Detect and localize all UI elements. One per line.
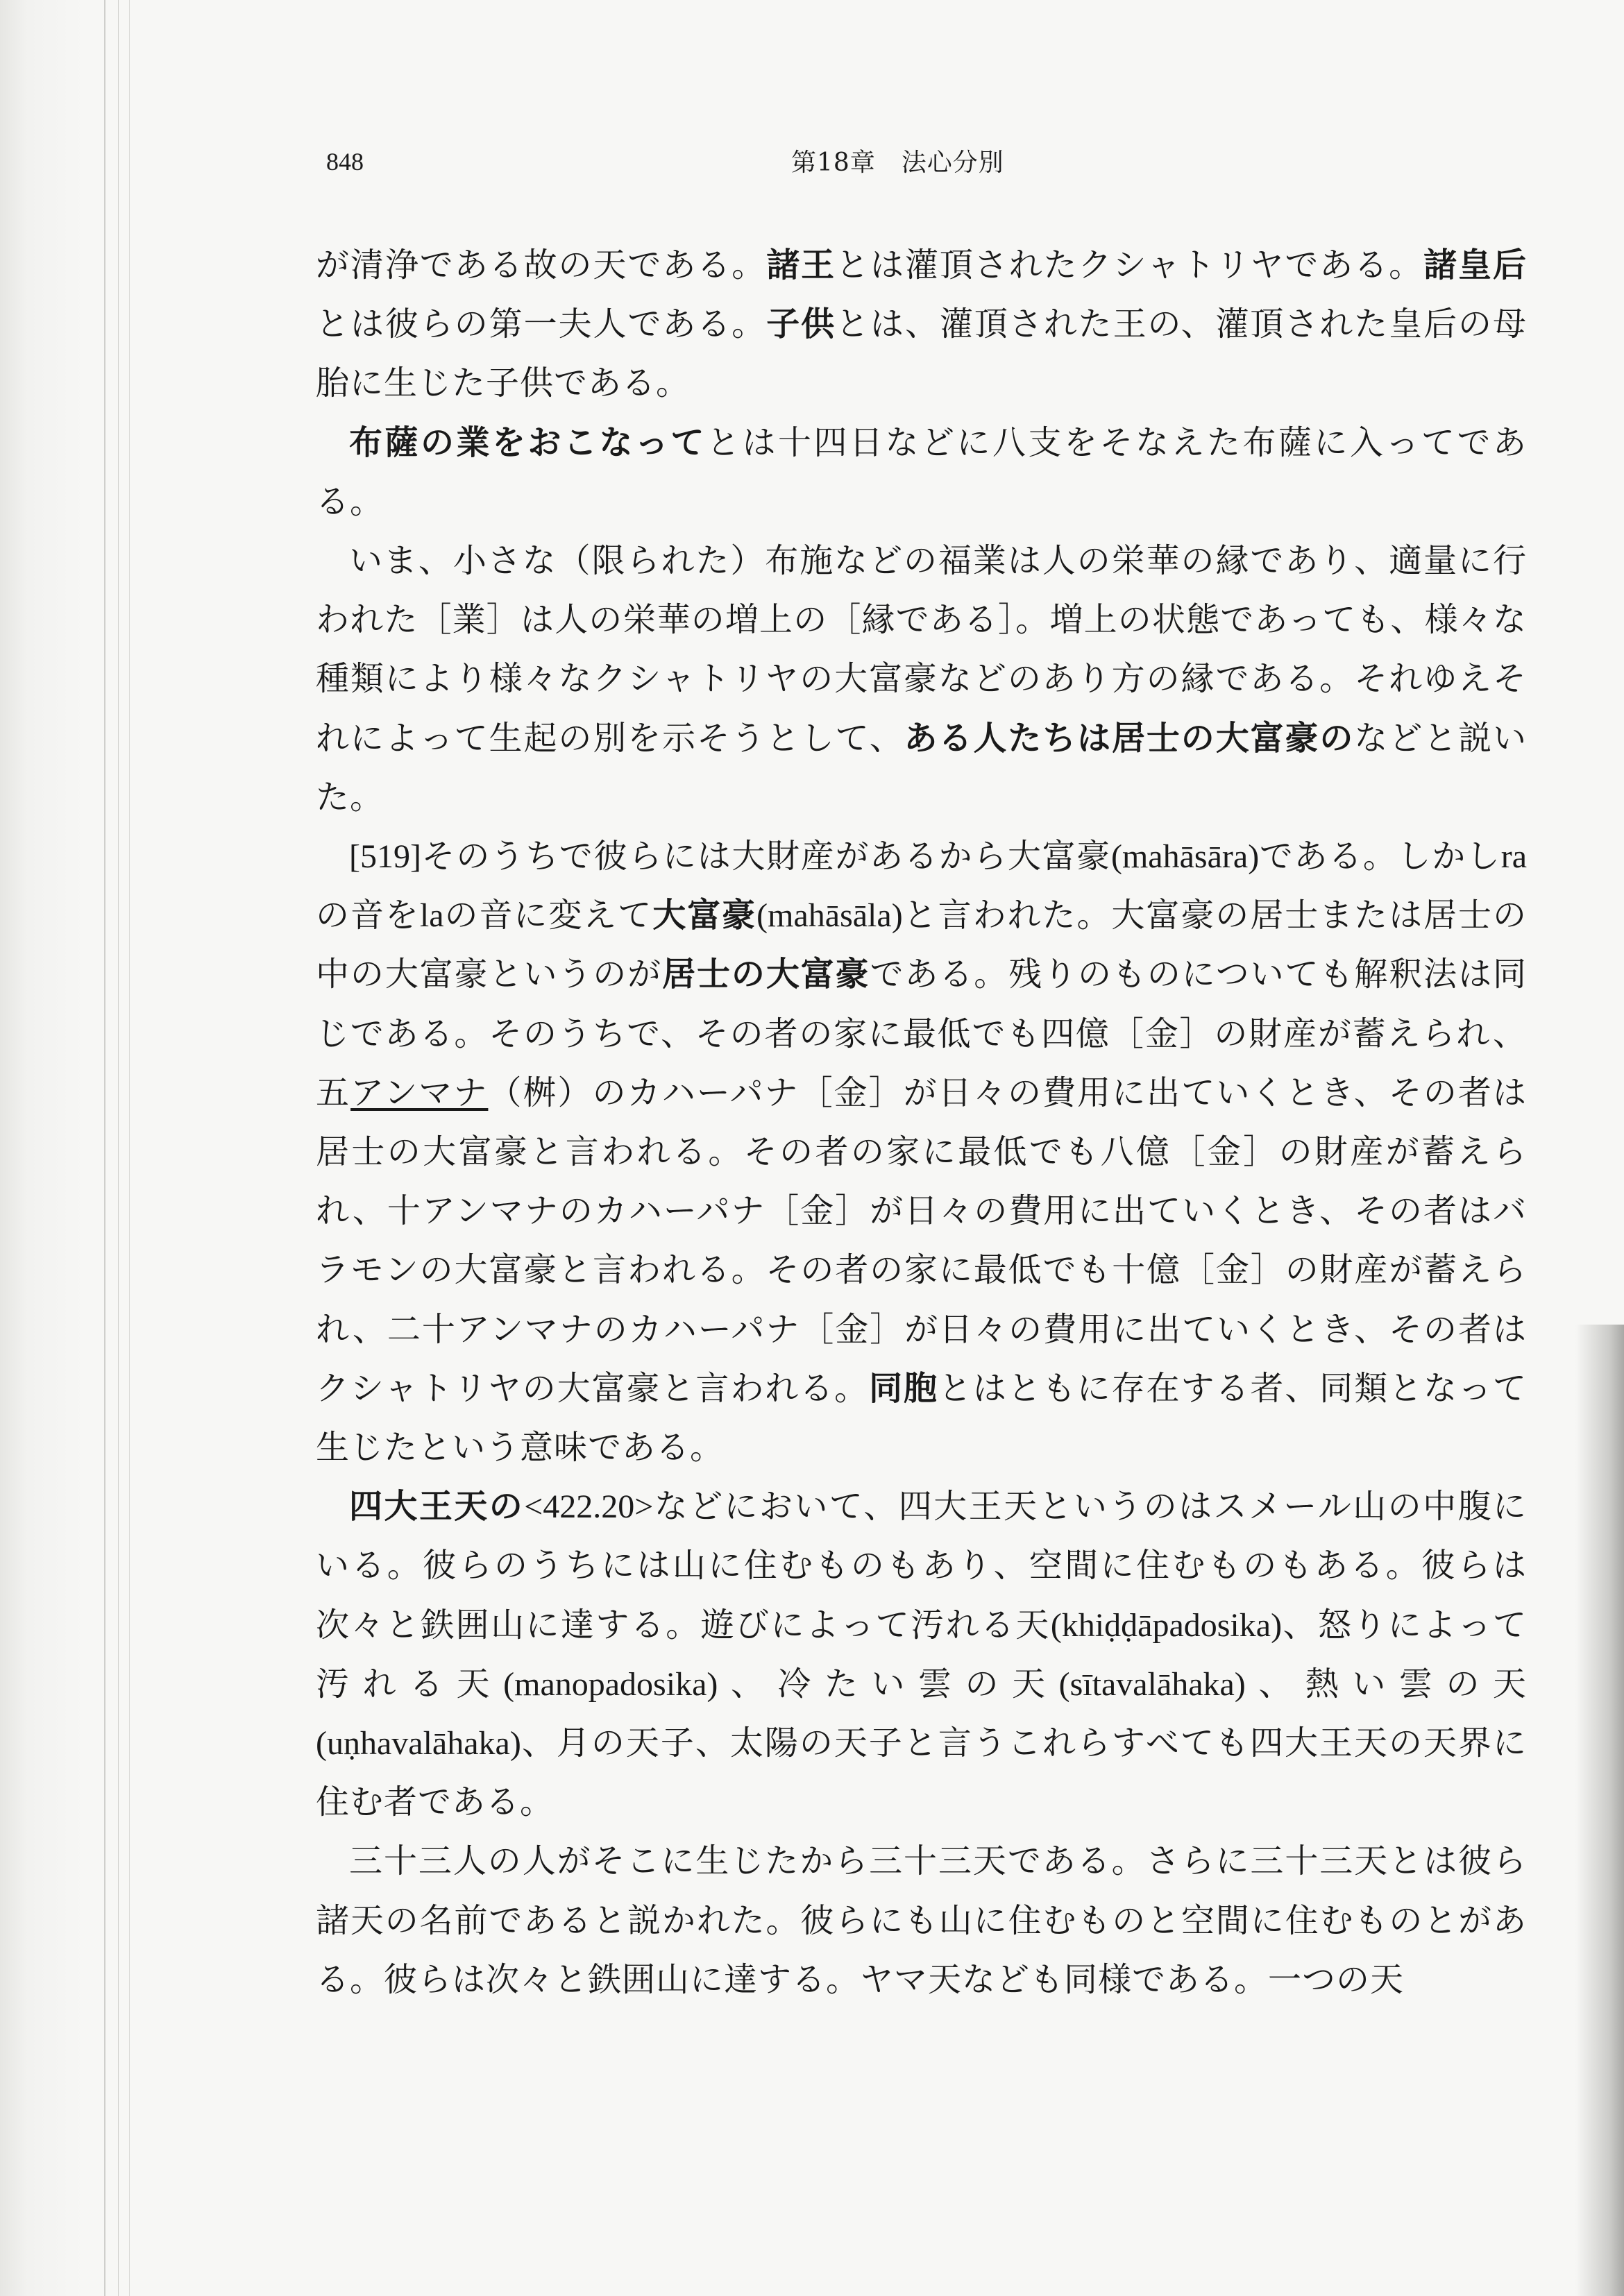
latin-text: (mahāsāla) xyxy=(756,897,903,935)
latin-text: ra xyxy=(1500,838,1527,876)
paragraph-4 xyxy=(316,827,1527,1477)
latin-text: (uṇhavalāhaka) xyxy=(316,1725,521,1762)
text-run: の音を xyxy=(316,896,420,935)
bold-term: 居士の大富豪 xyxy=(662,955,870,994)
bold-term: 子供 xyxy=(766,305,836,344)
scan-shadow-right xyxy=(1575,1325,1624,2296)
text-run: とは、灌頂された王の、灌頂された皇后の母胎に生じた子供である。 xyxy=(316,305,1527,403)
paragraph-5 xyxy=(316,1477,1527,1832)
scan-shadow-left xyxy=(0,0,146,2296)
latin-text: <422.20> xyxy=(524,1488,654,1526)
text-run: とは灌頂されたクシャトリヤである。 xyxy=(836,246,1424,284)
paragraph-3 xyxy=(316,532,1527,827)
page-number: 848 xyxy=(326,148,364,176)
text-run: 、怒りによって汚れる天 xyxy=(316,1605,1527,1703)
latin-text: (sītavalāhaka) xyxy=(1058,1665,1246,1703)
latin-text: (khiḍḍāpadosika) xyxy=(1050,1606,1283,1644)
text-run: とはともに存在する者、同類となって生じたという意味である。 xyxy=(316,1368,1527,1468)
latin-text: (mahāsāra) xyxy=(1110,838,1260,876)
text-run: とは十四日などに八支をそなえた布薩に入ってである。 xyxy=(316,423,1527,521)
bold-term: 大富豪 xyxy=(652,896,757,935)
text-run: （桝）のカハーパナ［金］が日々の費用に出ていくとき、その者は居士の大富豪と言われる。その者の家に最低でも八億［金］の財産が蓄えられ、十アンマナのカハーパナ［金］が日々の費用に出ていくとき、その者はバラモンの大富豪と言われる。その者の家に最低でも十億［金］の財産が蓄えられ、二十アンマナのカハーパナ［金］が日々の費用に出ていくとき、その者はクシャトリヤの大富豪と言われる。 xyxy=(316,1073,1527,1408)
body-text xyxy=(316,236,1527,2009)
text-run: 、冷たい雲の天 xyxy=(718,1664,1059,1703)
text-run: そのうちで彼らには大財産があるから大富豪 xyxy=(421,837,1111,876)
text-run: が清浄である故の天である。 xyxy=(316,246,767,284)
text-run: である。しかし xyxy=(1259,837,1501,876)
latin-text: la xyxy=(419,897,444,935)
text-run: などと説いた。 xyxy=(316,718,1527,817)
page-header xyxy=(326,147,1527,196)
bold-term: 四大王天の xyxy=(349,1487,525,1527)
text-run: とは彼らの第一夫人である。 xyxy=(316,305,767,344)
paragraph-1 xyxy=(316,236,1527,414)
bold-term: 同胞 xyxy=(869,1368,938,1408)
bold-term: 諸皇后 xyxy=(1423,246,1527,284)
latin-text: (manopadosika) xyxy=(503,1665,718,1703)
latin-text: [519] xyxy=(349,838,421,876)
text-run: 三十三人の人がそこに生じたから三十三天である。さらに三十三天とは彼ら諸天の名前であると説かれた。彼らにも山に住むものと空間に住むものとがある。彼らは次々と鉄囲山に達する。ヤマ天なども同様である。一つの天 xyxy=(316,1842,1527,1999)
bold-term: 諸王 xyxy=(766,246,836,284)
text-run: などにおいて、四大王天というのはスメール山の中腹にいる。彼らのうちには山に住むものもあり、空間に住むものもある。彼らは次々と鉄囲山に達する。遊びによって汚れる天 xyxy=(316,1487,1527,1644)
text-run: 、月の天子、太陽の天子と言うこれらすべても四大王天の天界に住む者である。 xyxy=(316,1724,1527,1822)
underlined-term: アンマナ xyxy=(350,1073,489,1112)
text-run: と言われた。大富豪の居士または居士の中の大富豪というのが xyxy=(316,896,1527,994)
text-run: の音に変えて xyxy=(443,896,653,935)
running-title: 第18章 法心分別 xyxy=(791,148,1004,177)
paragraph-2 xyxy=(316,414,1527,532)
text-run: である。残りのものについても解釈法は同じである。そのうちで、その者の家に最低でも四億［金］の財産が蓄えられ、五 xyxy=(316,955,1527,1112)
text-run: 、熱い雲の天 xyxy=(1245,1664,1527,1703)
bold-term: 布薩の業をおこなって xyxy=(349,423,707,462)
bold-term: ある人たちは居士の大富豪の xyxy=(904,718,1355,758)
paragraph-6 xyxy=(316,1832,1527,2009)
text-run: いま、小さな（限られた）布施などの福業は人の栄華の縁であり、適量に行われた［業］は人の栄華の増上の［縁である］。増上の状態であっても、様々な種類により様々なクシャトリヤの大富豪などのあり方の縁である。それゆえそれによって生起の別を示そうとして、 xyxy=(316,541,1527,758)
